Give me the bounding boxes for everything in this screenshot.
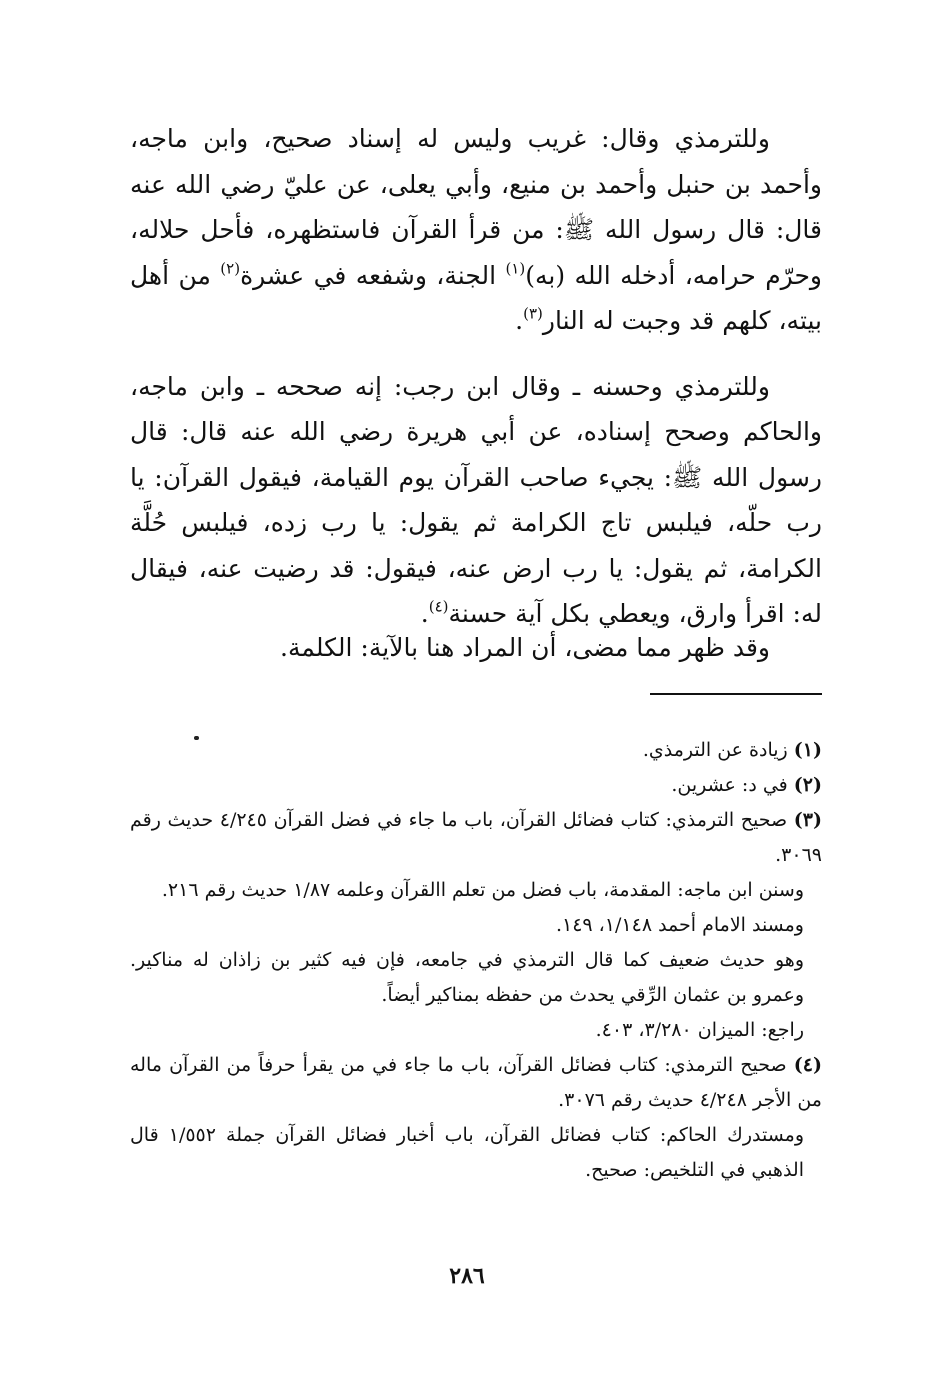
footnote-number: (٣) [793,809,822,831]
footnote-4 [130,1048,822,1118]
footnote-3-reference [130,1013,822,1048]
footnote-2 [130,768,822,803]
paragraph-2-end: . [420,599,429,628]
paragraph-1-text-3: من أهل بيته، كلهم قد وجبت له النار [130,260,822,335]
footnote-3-source-2 [130,873,822,908]
footnote-text: ومستدرك الحاكم: كتاب فضائل القرآن، باب أخبار فضائل القرآن جملة ١/٥٥٢ قال الذهبي في التلخيص: صحيح. [130,1124,804,1181]
footnote-number: (٢) [793,774,822,796]
footnote-text: راجع: الميزان ٣/٢٨٠، ٤٠٣. [595,1019,804,1041]
footnote-text: زيادة عن الترمذي. [642,739,788,761]
footnote-3 [130,803,822,873]
footnote-1 [130,733,822,768]
footnote-ref-1[interactable]: (١) [505,259,526,277]
footnote-ref-3[interactable]: (٣) [523,304,543,323]
paragraph-1-text: وللترمذي وقال: غريب وليس له إسناد صحيح، وابن ماجه، وأحمد بن حنبل وأحمد بن منيع، وأبي يعلى، عن عليّ رضي الله عنه قال: قال رسول الله ﷺ: من قرأ القرآن فاستظهره، فأحل حلاله، وحرّم حرامه، أدخله الله (به) [130,124,822,290]
footnote-ref-4[interactable]: (٤) [428,597,449,616]
paragraph-2 [130,364,822,637]
paragraph-1-text-2: الجنة، وشفعه في عشرة [240,260,506,290]
footnote-divider [650,693,822,695]
main-text [130,116,822,637]
footnote-ref-2[interactable]: (٢) [220,259,241,277]
page-number: ٢٨٦ [449,1263,485,1289]
footnote-text: وسنن ابن ماجه: المقدمة، باب فضل من تعلم االقرآن وعلمه ١/٨٧ حديث رقم ٢١٦. [161,879,804,901]
footnote-4-source-2 [130,1118,822,1188]
footnote-text: في د: عشرين. [671,774,788,796]
paragraph-1-end: . [515,306,524,335]
footnote-text: صحيح الترمذي: كتاب فضائل القرآن، باب ما جاء في من يقرأ حرفاً من القرآن ماله من الأجر ٤/٢٤٨ حديث رقم ٣٠٧٦. [130,1054,822,1111]
footnote-3-comment [130,943,822,1013]
footnote-text: وهو حديث ضعيف كما قال الترمذي في جامعه، فإن فيه كثير بن زاذان له مناكير. وعمرو بن عثمان الرِّقي يحدث من حفظه بمناكير أيضاً. [130,949,804,1006]
paragraph-2-text: وللترمذي وحسنه ـ وقال ابن رجب: إنه صححه ـ وابن ماجه، والحاكم وصحح إسناده، عن أبي هريرة رضي الله عنه قال: قال رسول الله ﷺ: يجيء صاحب القرآن يوم القيامة، فيقول القرآن: يا رب حلّه، فيلبس تاج الكرامة ثم يقول: يا رب زده، فيلبس حُلَّة الكرامة، ثم يقول: يا رب ارض عنه، فيقول: قد رضيت عنه، فيقال له: اقرأ وارق، ويعطي بكل آية حسنة [130,371,822,628]
footnote-3-source-3 [130,908,822,943]
footnotes [130,733,822,1188]
paragraph-1 [130,116,822,344]
closing-sentence: وقد ظهر مما مضى، أن المراد هنا بالآية: الكلمة. [280,633,770,662]
footnote-number: (١) [793,739,822,761]
footnote-text: ومسند الامام أحمد ١/١٤٨، ١٤٩. [555,914,804,936]
footnote-number: (٤) [793,1054,822,1076]
footnote-text: صحيح الترمذي: كتاب فضائل القرآن، باب ما جاء في فضل القرآن ٤/٢٤٥ حديث رقم ٣٠٦٩. [130,809,822,866]
